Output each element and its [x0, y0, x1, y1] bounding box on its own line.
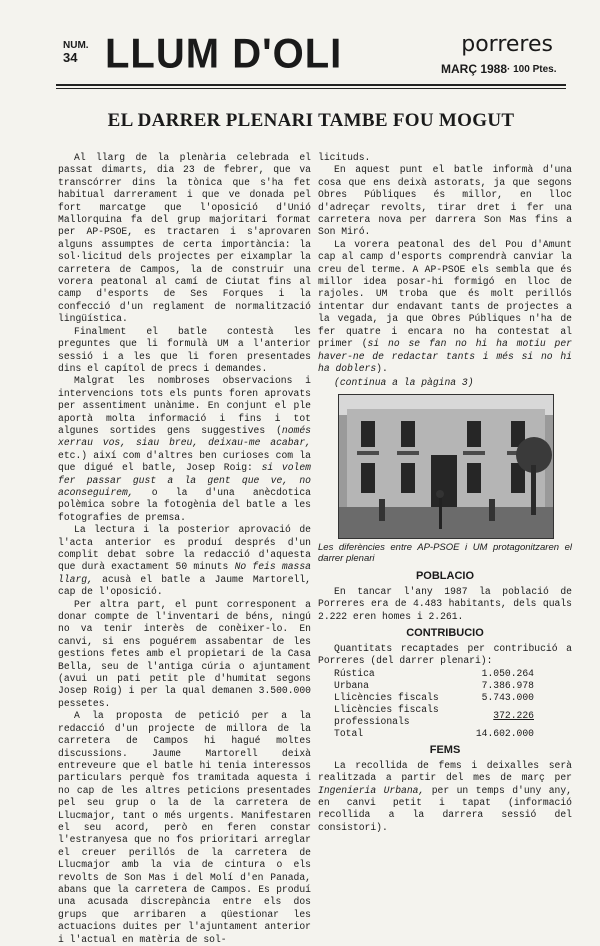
paragraph: Per altra part, el punt corresponent a donar compte de l'inventari de béns, ningú no va tenir interès de conèixer-lo. En canvi, si ens poguérem assabentar de les gestions fetes amb el propietari de la Casa Bella, seu de l'antiga cúria o ajuntament (avui un pati petit ple d'humitat segons Josep Roig) i per la qual demanen 3.500.000 pessetes.: [58, 598, 311, 709]
issue-number: [63, 40, 89, 64]
table-row: Llicències fiscals professionals 372.226: [334, 703, 534, 727]
issue-number-label: NUM.: [63, 40, 89, 51]
continued-note: (continua a la pàgina 3): [334, 377, 474, 389]
photo-caption: Les diferències entre AP-PSOE i UM protagonitzaren el darrer plenari: [318, 541, 572, 564]
issue-price: · 100 Ptes.: [507, 64, 557, 75]
masthead-rule-thin: [56, 88, 566, 89]
paragraph: Al llarg de la plenària celebrada el passat dimarts, dia 23 de febrer, que va transcórrer dins la tònica que s'ha fet habitual darrerament i que ve donada pel fort marcatge que l'oposició d'Unió Mallorquina fa del grup majoritari format per AP-PSOE, es tractaren i s'aprovaren alguns assumptes de certa importància: la sol·licitud dels projectes per eixamplar la carretera de Campos, la de construir una vorera peatonal al camí de Ciutat fins al camp d'esports de Ses Forques i la confecció d'un reglament de normalització lingüística.: [58, 152, 311, 325]
right-column: [318, 152, 572, 834]
paragraph: La vorera peatonal des del Pou d'Amunt cap al camp d'esports comprendrà canviar la creu del terme. A AP-PSOE els sembla que és millor idea posar-hi formigó en lloc de rajoles. UM troba que és molt perillós intentar dur endavant tants de projectes a la vegada, ja que Obres Públiques n'ha de fer quatre i encara no ha contestat al primer (si no se fan no hi ha motiu per haver-ne de redactar tants i més si no hi ha doblers).: [318, 238, 572, 374]
paragraph: En tancar l'any 1987 la població de Porreres era de 4.483 habitants, dels quals 2.222 eren homes i 2.261.: [318, 585, 572, 622]
paragraph: Quantitats recaptades per contribució a Porreres (del darrer plenari):: [318, 642, 572, 667]
paragraph: licituds.: [318, 152, 371, 163]
town-name: porreres: [461, 32, 553, 57]
table-row: Total 14.602.000: [334, 727, 534, 739]
newspaper-title: LLUM D'OLI: [105, 30, 343, 78]
left-column: [58, 152, 311, 946]
paragraph: La recollida de fems i deixalles serà realitzada a partir del mes de març per Ingenieria Urbana, per un temps d'uny any, en canvi petit i tapat (informació recollida a la darrera sessió del consistori).: [318, 759, 572, 833]
table-row: Urbana 7.386.978: [334, 679, 534, 691]
headline: EL DARRER PLENARI TAMBE FOU MOGUT: [107, 110, 515, 131]
masthead: [55, 32, 565, 90]
paragraph: En aquest punt el batle informà d'una cosa que ens deixà astorats, ja que segons Obres Públiques és millor, en lloc d'adreçar revolts, tirar dret i fer una carretera nova per darrera Son Mas fins a Son Miró.: [318, 164, 572, 238]
paragraph: A la proposta de petició per a la redacció d'un projecte de millora de la carretera de Campos hi hagué moltes discussions. Jaume Martorell deixà entreveure que el batle hi tenia interessos particulars perquè fos tramitada aquesta i no cap de les altres peticions presentades pel seu grup o la de la carretera de Llucmajor, tant o més urgents. Manifestaren el seu acord, però en feren constar l'estranyesa que no fos prioritari arreglar el creuer perillós de la carretera de Llucmajor amb la via de cintura o els revolts de Son Mas i del Molí d'en Panada, abans que la carretera de Campos. Es produí una acusada discrepància entre els dos grups que arribaren a qüestionar les actuacions duites per l'ajuntament anterior i l'actual en matèria de sol-: [58, 710, 311, 945]
table-row: Llicències fiscals 5.743.000: [334, 691, 534, 703]
table-row: Rústica 1.050.264: [334, 667, 534, 679]
paragraph: Malgrat les nombroses observacions i intervencions tots els punts foren aprovats per assentiment unànime. En conjunt el ple aportà molta informació i fins i tot algunes sortides gens suggestives (només xerrau vos, siau breu, deixau-me acabar, etc.) així com d'altres ben curioses com la que digué el batle, Josep Roig: si volem fer passar gust a la gent que ve, no aconseguirem, o la d'una anècdotica polèmica sobre la fotogènia del batle a les fotografies de premsa.: [58, 375, 311, 523]
section-heading-fems: FEMS: [429, 743, 461, 756]
issue-number-value: 34: [63, 50, 78, 65]
masthead-rule: [56, 84, 566, 86]
contribution-table: [334, 668, 534, 740]
issue-date: MARÇ 1988: [441, 62, 508, 76]
section-heading-poblacio: POBLACIO: [415, 569, 475, 582]
town-hall-photo: [338, 394, 554, 539]
paragraph: Finalment el batle contestà les preguntes que li formulà UM a l'anterior sessió i a les que li foren presentades dins el capítol de precs i demandes.: [58, 325, 311, 374]
section-heading-contribucio: CONTRIBUCIO: [406, 626, 484, 639]
paragraph: La lectura i la posterior aprovació de l'acta anterior es produí després d'un complit debat sobre la redacció d'aquesta que durà exactament 50 minuts No feis massa llarg, acusà el batle a Jaume Martorell, cap de l'oposició.: [58, 524, 311, 598]
